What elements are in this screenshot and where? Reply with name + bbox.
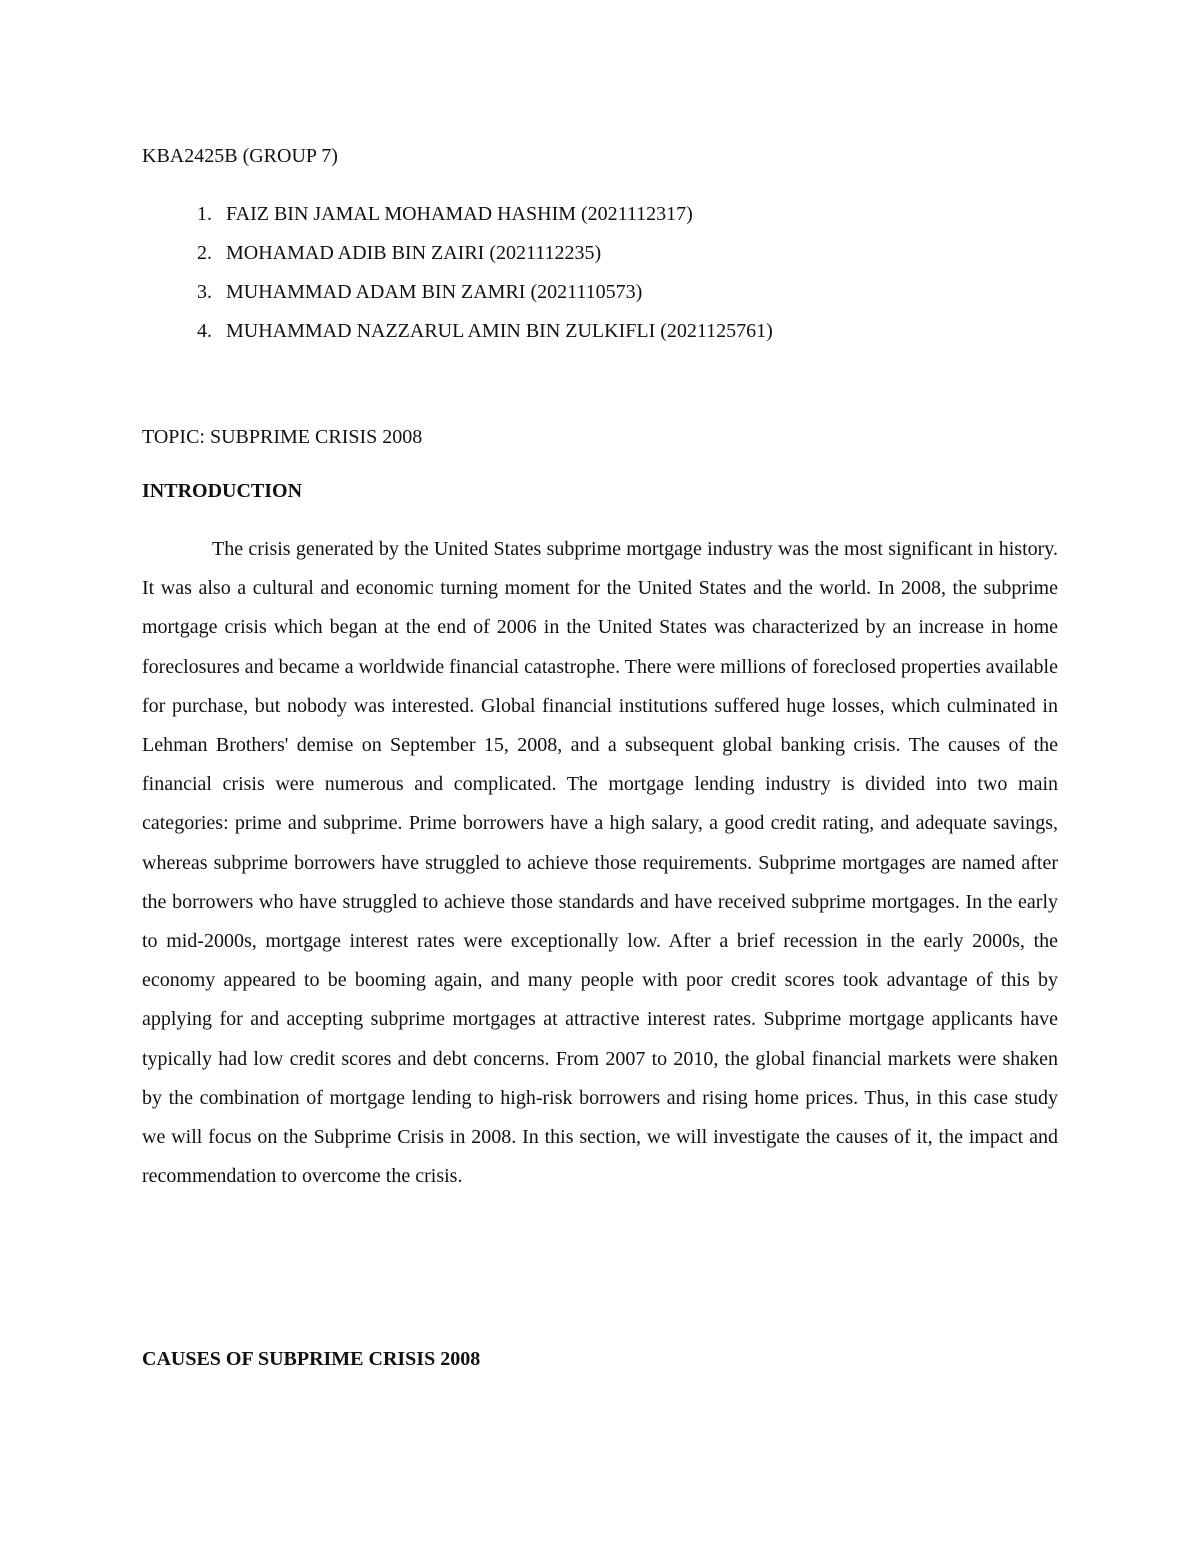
member-item-2 xyxy=(142,234,773,273)
introduction-heading: INTRODUCTION xyxy=(142,480,303,502)
course-code: KBA2425B (GROUP 7) xyxy=(142,145,338,167)
member-number: 1. xyxy=(197,203,212,225)
member-number: 3. xyxy=(197,281,212,303)
member-item-3 xyxy=(142,273,773,312)
topic-line: TOPIC: SUBPRIME CRISIS 2008 xyxy=(142,426,423,448)
member-number: 4. xyxy=(197,320,212,342)
member-name: MOHAMAD ADIB BIN ZAIRI (2021112235) xyxy=(226,242,602,264)
member-name: MUHAMMAD ADAM BIN ZAMRI (2021110573) xyxy=(226,281,643,303)
member-item-4 xyxy=(142,312,773,351)
member-name: FAIZ BIN JAMAL MOHAMAD HASHIM (2021112317) xyxy=(226,203,693,225)
member-item-1 xyxy=(142,195,773,234)
group-member-list xyxy=(142,195,773,351)
introduction-paragraph: The crisis generated by the United States subprime mortgage industry was the most significant in history. It was also a cultural and economic turning moment for the United States and the world. In 2008, the subprime mortgage crisis which began at the end of 2006 in the United States was characterized by an increase in home foreclosures and became a worldwide financial catastrophe. There were millions of foreclosed properties available for purchase, but nobody was interested. Global financial institutions suffered huge losses, which culminated in Lehman Brothers' demise on September 15, 2008, and a subsequent global banking crisis. The causes of the financial crisis were numerous and complicated. The mortgage lending industry is divided into two main categories: prime and subprime. Prime borrowers have a high salary, a good credit rating, and adequate savings, whereas subprime borrowers have struggled to achieve those requirements. Subprime mortgages are named after the borrowers who have struggled to achieve those standards and have received subprime mortgages. In the early to mid-2000s, mortgage interest rates were exceptionally low. After a brief recession in the early 2000s, the economy appeared to be booming again, and many people with poor credit scores took advantage of this by applying for and accepting subprime mortgages at attractive interest rates. Subprime mortgage applicants have typically had low credit scores and debt concerns. From 2007 to 2010, the global financial markets were shaken by the combination of mortgage lending to high-risk borrowers and rising home prices. Thus, in this case study we will focus on the Subprime Crisis in 2008. In this section, we will investigate the causes of it, the impact and recommendation to overcome the crisis. xyxy=(142,538,1058,1188)
causes-heading: CAUSES OF SUBPRIME CRISIS 2008 xyxy=(142,1348,481,1370)
member-name: MUHAMMAD NAZZARUL AMIN BIN ZULKIFLI (2021125761) xyxy=(226,320,773,342)
member-number: 2. xyxy=(197,242,212,264)
